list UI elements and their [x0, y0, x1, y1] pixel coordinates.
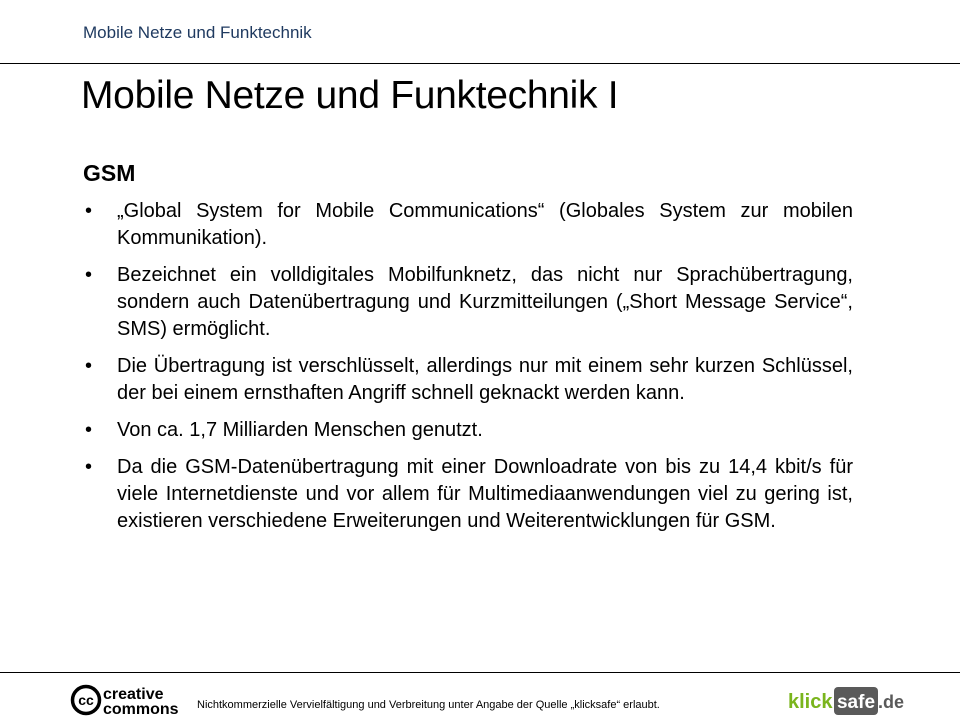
bottom-divider: [0, 672, 960, 673]
bullet-marker: •: [85, 456, 93, 478]
bullet-item: [83, 262, 853, 343]
cc-mark: cc: [78, 692, 94, 708]
section-heading: GSM: [83, 160, 136, 186]
license-text: Nichtkommerzielle Vervielfältigung und Verbreitung unter Angabe der Quelle „klicksafe“ erlaubt.: [197, 699, 660, 711]
klicksafe-logo-left: klick: [788, 691, 833, 713]
bullet-text: Da die GSM-Datenübertragung mit einer Downloadrate von bis zu 14,4 kbit/s für viele Internetdienste und vor allem für Multimediaanwendungen viel zu gering ist, existieren verschiedene Erweiterungen und Weiterentwicklungen für GSM.: [117, 456, 853, 532]
bullet-text: Von ca. 1,7 Milliarden Menschen genutzt.: [117, 419, 483, 441]
bullet-marker: •: [85, 264, 93, 286]
bullet-marker: •: [85, 355, 93, 377]
creative-commons-logo[interactable]: [70, 684, 186, 716]
bullet-text: Die Übertragung ist verschlüsselt, allerdings nur mit einem sehr kurzen Schlüssel, der bei einem ernsthaften Angriff schnell geknackt werden kann.: [117, 355, 853, 404]
slide-title: Mobile Netze und Funktechnik I: [81, 74, 619, 117]
cc-text-bottom: commons: [103, 701, 179, 716]
klicksafe-logo-badge: safe: [836, 692, 876, 713]
klicksafe-logo[interactable]: [786, 680, 906, 720]
bullet-marker: •: [85, 419, 93, 441]
bullet-text: „Global System for Mobile Communications“ (Globales System zur mobilen Kommunikation).: [117, 200, 853, 249]
bullet-item: [83, 417, 853, 444]
bullet-item: [83, 454, 853, 535]
header-title: Mobile Netze und Funktechnik: [83, 23, 312, 42]
bullet-marker: •: [85, 200, 93, 222]
klicksafe-logo-right: .de: [878, 692, 905, 712]
bullet-text: Bezeichnet ein volldigitales Mobilfunknetz, das nicht nur Sprachübertragung, sondern auch Datenübertragung und Kurzmitteilungen („Short Message Service“, SMS) ermöglicht.: [117, 264, 853, 340]
top-divider: [0, 63, 960, 64]
bullet-item: [83, 198, 853, 252]
bullet-item: [83, 353, 853, 407]
bullet-list: [83, 198, 853, 545]
cc-text-top: creative: [103, 686, 164, 703]
